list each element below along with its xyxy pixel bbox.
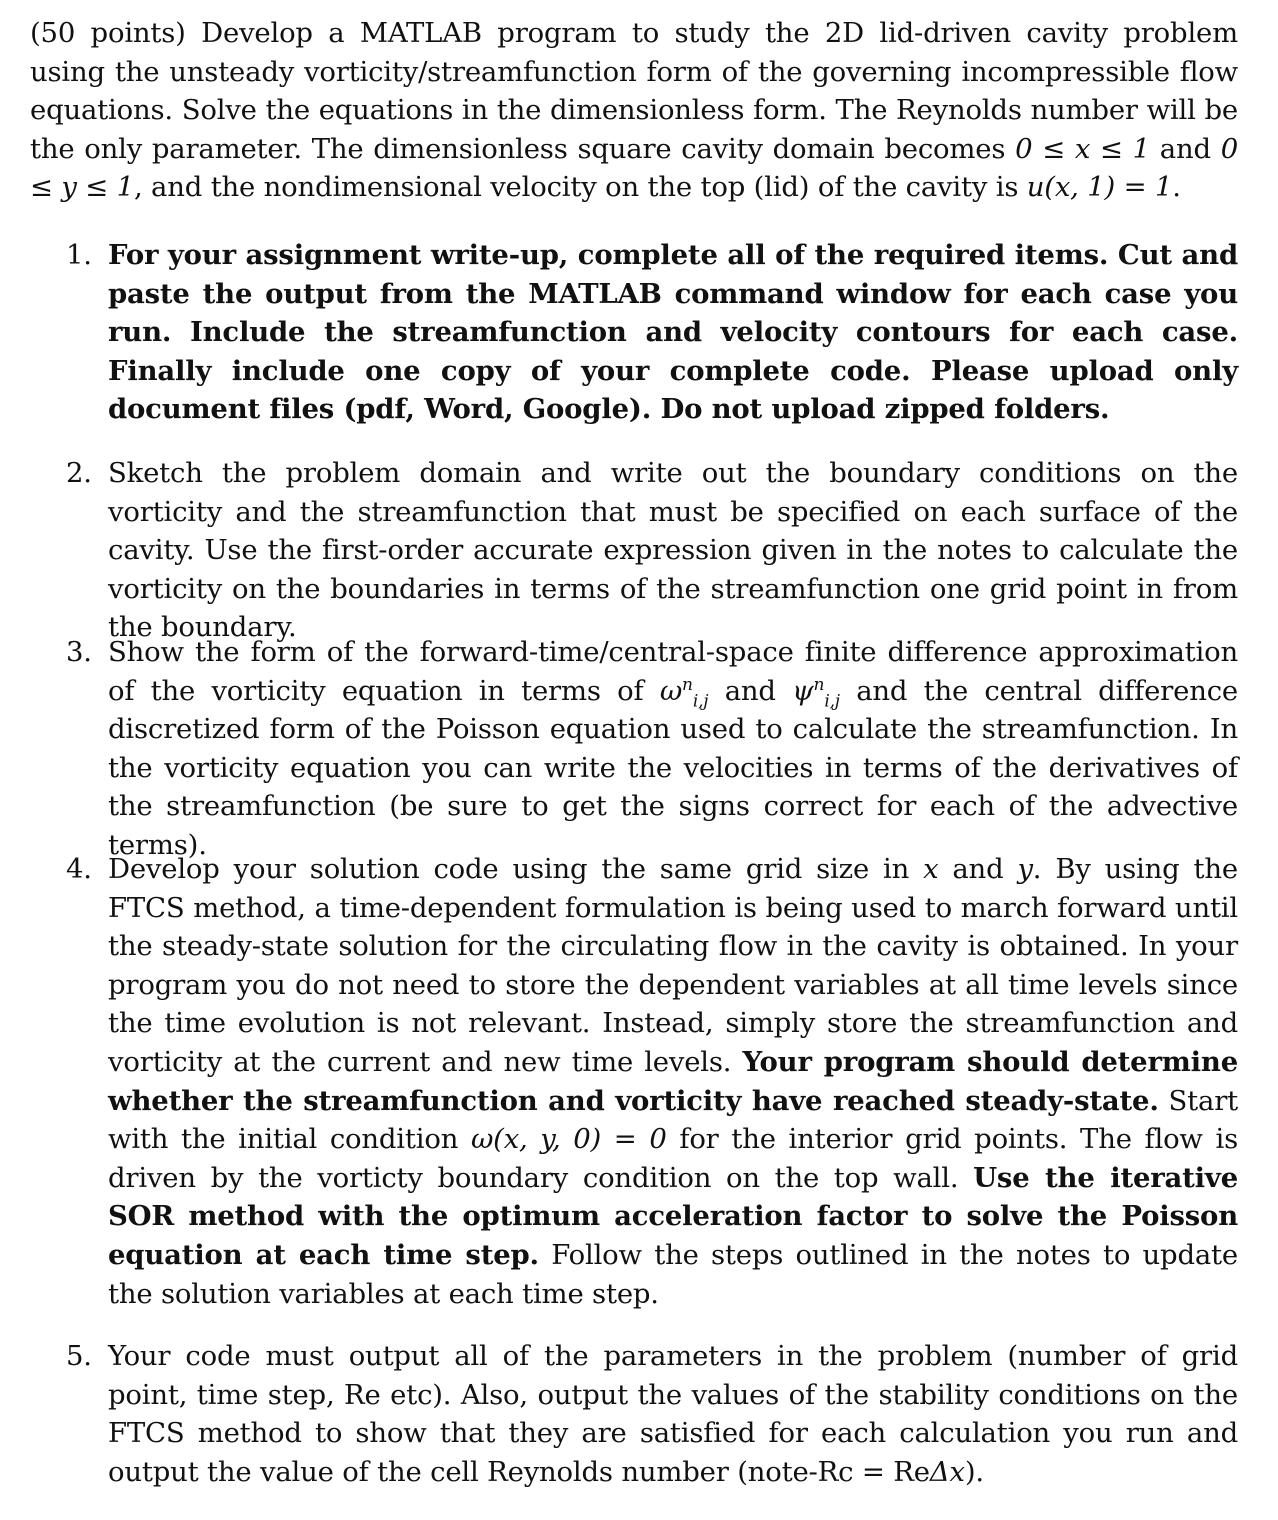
psi-symbol [792, 674, 840, 712]
omega-subscript: i,j [692, 691, 709, 712]
item-number: 2. [66, 457, 92, 489]
psi-superscript: n [813, 674, 825, 695]
delta-x: Δx [929, 1455, 965, 1488]
omega-letter: ω [659, 674, 683, 707]
list-item-1 [66, 236, 1238, 429]
list-item-3 [66, 633, 1238, 865]
item-number: 3. [66, 636, 92, 668]
domain-x-range: 0 ≤ x ≤ 1 [1015, 132, 1150, 165]
list-item-5 [66, 1337, 1238, 1491]
item-3-and: and [708, 674, 793, 707]
intro-text: (50 points) Develop a MATLAB program to study the 2D lid-driven cavity problem using the unsteady vorticity/streamfunction form of the governing incompressible flow equations. Solve the equations in the dimensionless form. The Reynolds number will be the only parameter. The dimensionless square cavity domain becomes [30, 17, 1238, 165]
psi-letter: ψ [792, 674, 814, 707]
list-item-2 [66, 454, 1238, 647]
item-4-text-5: Follow the steps outlined in the notes to update the solution variables at each time step. [108, 1238, 1238, 1310]
item-4-and: and [938, 853, 1018, 885]
list-item-4 [66, 850, 1239, 1313]
item-3-text: Show the form of the forward-time/central-space finite difference approximation of the vorticity equation in terms of [108, 636, 1238, 707]
lid-velocity: u(x, 1) = 1 [1026, 171, 1173, 203]
item-number: 4. [66, 853, 92, 885]
item-number: 5. [66, 1340, 92, 1372]
item-4-text-4: for the interior grid points. The flow is driven by the vorticty boundary condition on the top wall. [108, 1123, 1239, 1194]
item-2-text: Sketch the problem domain and write out the boundary conditions on the vorticity and the streamfunction that must be specified on each surface of the cavity. Use the first-order accurate expression given in the notes to calculate the vorticity on the boundaries in terms of the streamfunction one grid point in from the boundary. [108, 457, 1238, 644]
omega-symbol [659, 674, 709, 712]
item-4-bold-a: Your program should determine whether the streamfunction and vorticity have reached steady-state. [108, 1045, 1238, 1117]
intro-and: and [1149, 132, 1221, 165]
item-5-end: ). [964, 1455, 984, 1488]
item-5-text: Your code must output all of the parameters in the problem (number of grid point, time step, Re etc). Also, output the values of the stability conditions on the FTCS method to show that they are satisfied for each calculation you run and output the value of the cell Reynolds number (note-Rc = Re [108, 1340, 1238, 1488]
item-4-text-3: Start with the initial condition [108, 1084, 1238, 1156]
omega-superscript: n [682, 674, 693, 695]
psi-subscript: i,j [824, 691, 840, 712]
intro-paragraph [30, 14, 1238, 207]
intro-text-2: , and the nondimensional velocity on the top (lid) of the cavity is [133, 171, 1027, 203]
item-4-text: Develop your solution code using the same grid size in [108, 853, 924, 885]
item-4-bold-b: Use the iterative SOR method with the optimum acceleration factor to solve the Poisson equation at each time step. [108, 1161, 1238, 1271]
domain-y-range: 0 ≤ y ≤ 1 [30, 132, 1238, 203]
item-number: 1. [66, 239, 92, 271]
item-3-text-2: and the central difference discretized form of the Poisson equation used to calculate the streamfunction. In the vorticity equation you can write the velocities in terms of the derivatives of the streamfunction (be sure to get the signs correct for each of the advective terms). [108, 674, 1238, 861]
initial-condition: ω(x, y, 0) = 0 [470, 1123, 667, 1156]
var-x: x [923, 853, 939, 885]
item-1-bold-text: For your assignment write-up, complete all of the required items. Cut and paste the output from the MATLAB command window for each case you run. Include the streamfunction and velocity contours for each case. Finally include one copy of your complete code. Please upload only document files (pdf, Word, Google). Do not upload zipped folders. [108, 239, 1238, 426]
intro-end: . [1172, 171, 1181, 203]
item-4-text-2: . By using the FTCS method, a time-dependent formulation is being used to march forward until the steady-state solution for the circulating flow in the cavity is obtained. In your program you do not need to store the dependent variables at all time levels since the time evolution is not relevant. Instead, simply store the streamfunction and vorticity at the current and new time levels. [108, 853, 1238, 1078]
var-y: y [1017, 853, 1033, 885]
